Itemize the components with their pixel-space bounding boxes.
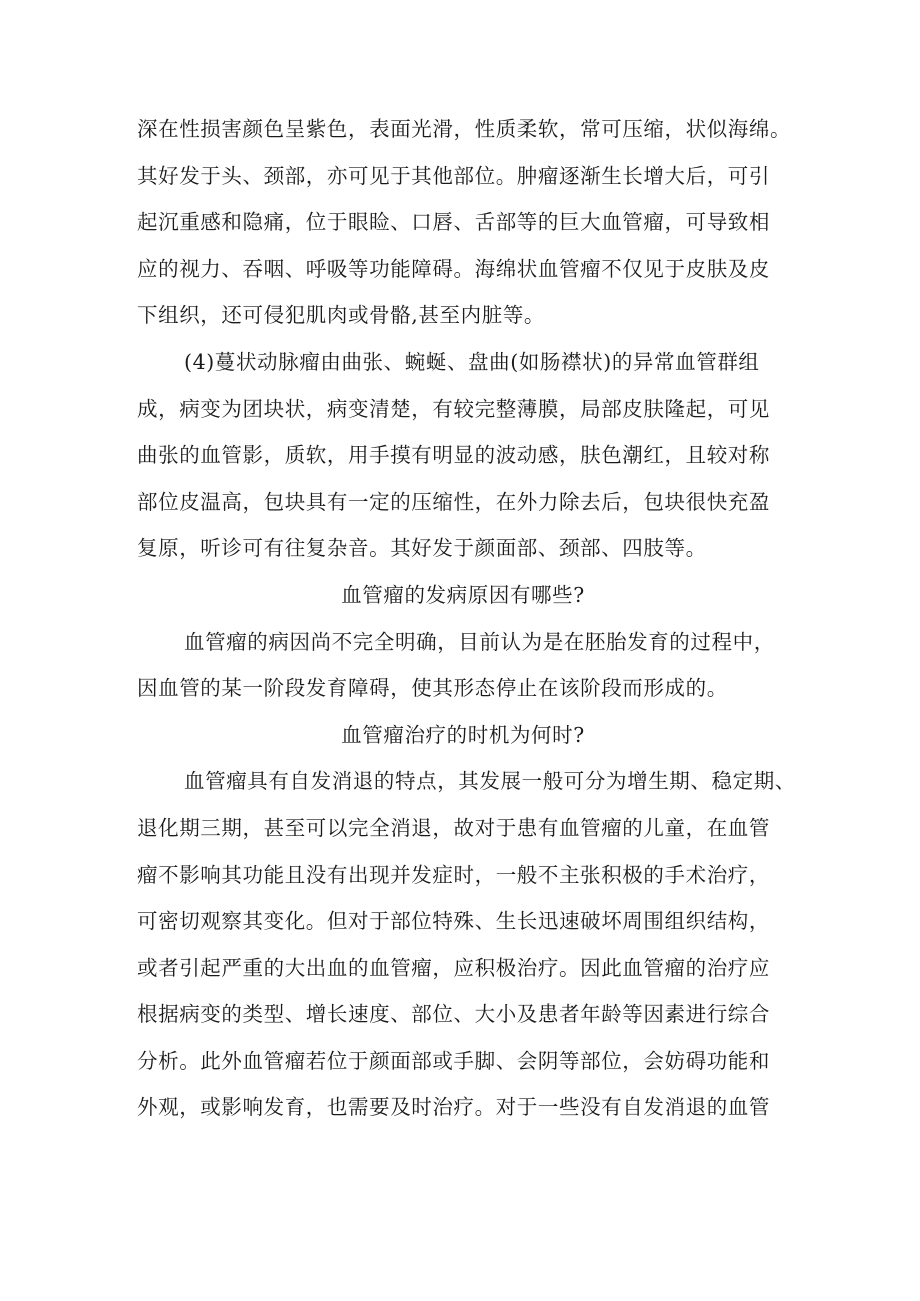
text-line: 外观，或影响发育，也需要及时治疗。对于一些没有自发消退的血管 [137, 1095, 770, 1120]
text-line: 复原，听诊可有往复杂音。其好发于颜面部、颈部、四肢等。 [137, 536, 707, 561]
text-line: 血管瘤具有自发消退的特点，其发展一般可分为增生期、稳定期、 [184, 769, 796, 794]
text-line: 瘤不影响其功能且没有出现并发症时，一般不主张积极的手术治疗， [137, 862, 770, 887]
text-line: 根据病变的类型、增长速度、部位、大小及患者年龄等因素进行综合 [137, 1002, 770, 1027]
paragraph-treatment-timing [137, 758, 796, 1131]
text-line: 退化期三期，甚至可以完全消退，故对于患有血管瘤的儿童，在血管 [137, 815, 770, 840]
heading-text: 血管瘤的发病原因有哪些? [341, 582, 585, 607]
paragraph-cavernous-hemangioma-continued [137, 106, 792, 339]
text-line: 可密切观察其变化。但对于部位特殊、生长迅速破坏周围组织结构， [137, 909, 770, 934]
text-line: 分析。此外血管瘤若位于颜面部或手脚、会阴等部位，会妨碍功能和 [137, 1048, 770, 1073]
text-line: 成，病变为团块状，病变清楚，有较完整薄膜，局部皮肤隆起，可见 [137, 396, 770, 421]
paragraph-racemose-aneurysm [137, 339, 789, 572]
text-line: 下组织，还可侵犯肌肉或骨骼,甚至内脏等。 [137, 303, 546, 328]
text-line: 曲张的血管影，质软，用手摸有明显的波动感，肤色潮红，且较对称 [137, 443, 770, 468]
text-line: 血管瘤的病因尚不完全明确，目前认为是在胚胎发育的过程中， [184, 629, 775, 654]
section-heading-treatment-timing [137, 712, 789, 759]
text-line: 因血管的某一阶段发育障碍，使其形态停止在该阶段而形成的。 [137, 676, 728, 701]
document-body [137, 106, 796, 1131]
text-line: 部位皮温高，包块具有一定的压缩性，在外力除去后，包块很快充盈 [137, 489, 770, 514]
text-line: (4)蔓状动脉瘤由曲张、蜿蜒、盘曲(如肠襟状)的异常血管群组 [184, 349, 760, 374]
section-heading-causes [137, 572, 789, 619]
text-line: 起沉重感和隐痛，位于眼睑、口唇、舌部等的巨大血管瘤，可导致相 [137, 210, 770, 235]
paragraph-causes [137, 619, 789, 712]
text-line: 应的视力、吞咽、呼吸等功能障碍。海绵状血管瘤不仅见于皮肤及皮 [137, 256, 770, 281]
text-line: 或者引起严重的大出血的血管瘤，应积极治疗。因此血管瘤的治疗应 [137, 955, 770, 980]
text-line: 其好发于头、颈部，亦可见于其他部位。肿瘤逐渐生长增大后，可引 [137, 163, 770, 188]
text-line: 深在性损害颜色呈紫色，表面光滑，性质柔软，常可压缩，状似海绵。 [137, 117, 792, 141]
heading-text: 血管瘤治疗的时机为何时? [341, 722, 585, 747]
